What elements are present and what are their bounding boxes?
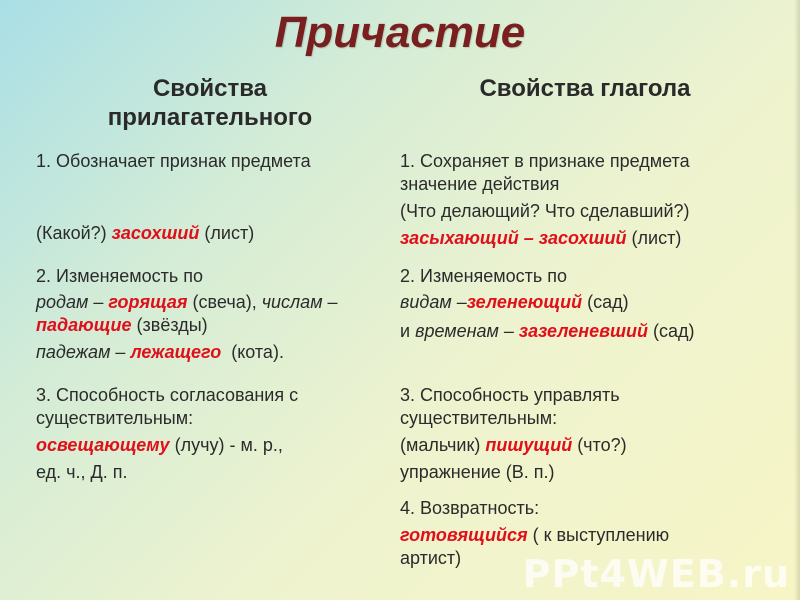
right-point-3-line1: 3. Способность управлять — [400, 385, 620, 405]
highlight-word: зазеленевший — [518, 321, 648, 341]
left-point-3-example — [36, 434, 283, 456]
right-point-4-example — [400, 524, 669, 546]
page-title: Причастие — [274, 8, 526, 57]
text: (мальчик) — [400, 435, 486, 455]
term: числам — [261, 292, 323, 312]
highlight-word: падающие — [36, 315, 132, 335]
highlight-word: лежащего — [130, 342, 222, 362]
text: (что?) — [572, 435, 627, 455]
highlight-word: готовящийся — [400, 525, 528, 545]
term: родам — [36, 292, 89, 312]
right-point-4-example-line2: артист) — [400, 548, 462, 568]
right-point-1-example — [400, 227, 681, 249]
highlight-word: пишущий — [485, 435, 573, 455]
right-point-4: 4. Возвратность: — [400, 498, 540, 518]
text: – — [498, 321, 519, 341]
left-point-1: 1. Обозначает признак предмета — [36, 151, 311, 171]
left-point-2-line1 — [36, 291, 338, 313]
right-point-1-line2: значение действия — [400, 174, 560, 194]
text: (лист) — [626, 228, 682, 248]
left-column-heading — [60, 74, 360, 132]
left-point-2-line2 — [36, 314, 208, 336]
highlight-word: засохший — [111, 223, 200, 243]
left-point-2-line3 — [36, 341, 284, 363]
text: ( к выступлению — [527, 525, 670, 545]
right-point-3-example — [400, 434, 627, 456]
text: и — [400, 321, 416, 341]
text: (лист) — [199, 223, 255, 243]
watermark-logo: PPt4WEB.ru — [522, 552, 790, 596]
highlight-word: зеленеющий — [466, 292, 583, 312]
text: – — [88, 292, 109, 312]
left-point-3-line1: 3. Способность согласования с — [36, 385, 299, 405]
text: (сад) — [582, 292, 629, 312]
text: (сад) — [648, 321, 695, 341]
right-point-2-line1 — [400, 291, 629, 313]
highlight-word: освещающему — [36, 435, 170, 455]
term: временам — [415, 321, 499, 341]
highlight-word: горящая — [108, 292, 188, 312]
text: (лучу) - м. р., — [169, 435, 283, 455]
right-point-3-line2: существительным: — [400, 408, 558, 428]
left-point-2: 2. Изменяемость по — [36, 266, 204, 286]
right-edge-shadow — [794, 0, 800, 600]
right-point-2-line2 — [400, 320, 695, 342]
left-point-1-example — [36, 222, 254, 244]
left-point-3-example-line2: ед. ч., Д. п. — [36, 462, 128, 482]
right-point-3-example-line2: упражнение (В. п.) — [400, 462, 555, 482]
text: – — [451, 292, 467, 312]
left-heading-line2: прилагательного — [107, 104, 313, 131]
text: (кота). — [221, 342, 284, 362]
left-heading-line1: Свойства — [152, 75, 268, 102]
text: (звёзды) — [131, 315, 208, 335]
text: – — [322, 292, 338, 312]
term: падежам — [36, 342, 111, 362]
right-point-1-line1: 1. Сохраняет в признаке предмета — [400, 151, 690, 171]
text: – — [110, 342, 131, 362]
left-point-3-line2: существительным: — [36, 408, 194, 428]
right-column-heading: Свойства глагола — [479, 75, 691, 102]
highlight-word: засыхающий – засохший — [400, 228, 627, 248]
text: (свеча), — [187, 292, 262, 312]
term: видам — [400, 292, 452, 312]
right-point-1-question: (Что делающий? Что сделавший?) — [400, 201, 690, 221]
text: (Какой?) — [36, 223, 112, 243]
right-point-2: 2. Изменяемость по — [400, 266, 568, 286]
